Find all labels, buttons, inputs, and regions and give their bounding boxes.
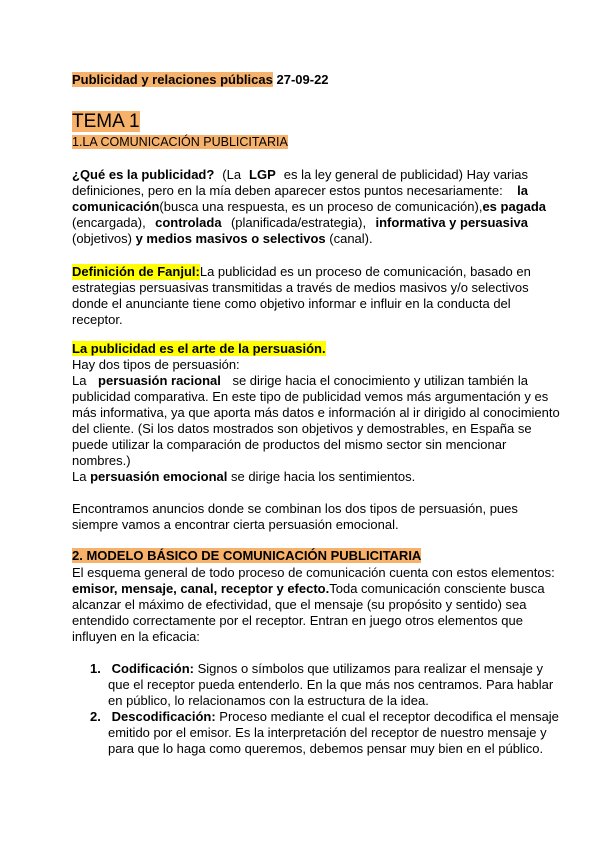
list-item-2-line-3: para que lo haga como queremos, debemos pensar muy bien en el público.	[108, 741, 544, 756]
sec2-line-2: emisor, mensaje, canal, receptor y efecto. Toda comunicación consciente busca	[72, 581, 545, 596]
fanjul-label: Definición de Fanjul:	[72, 264, 200, 279]
list-number: 1.	[90, 661, 101, 676]
p3-line-6: puede utilizar la comparación de productos del mismo sector sin mencionar	[72, 437, 507, 452]
list-term: Descodificación:	[111, 709, 216, 724]
section-1-heading: 1.LA COMUNICACIÓN PUBLICITARIA	[72, 135, 288, 149]
p1-line-1: ¿Qué es la publicidad? (La LGP es la ley general de publicidad) Hay varias	[72, 167, 528, 182]
tema-title: TEMA 1	[72, 111, 140, 132]
p3-line-4: más informativa, ya que aporta más datos e información al ir dirigido al conocimiento	[72, 405, 560, 420]
header-date: 27-09-22	[276, 72, 329, 87]
list-term: Codificación:	[111, 661, 194, 676]
list-number: 2.	[90, 709, 101, 724]
p3-line-3: publicidad comparativa. En este tipo de publicidad vemos más argumentación y es	[72, 389, 549, 404]
section-2-heading: 2. MODELO BÁSICO DE COMUNICACIÓN PUBLICITARIA	[72, 548, 422, 563]
list-item-2: 2. Descodificación: Proceso mediante el cual el receptor decodifica el mensaje	[90, 709, 559, 724]
sec2-line-5: influyen en la eficacia:	[72, 629, 200, 644]
p2-line-3: donde el anunciante tiene como objetivo informar e influir en la conducta del	[72, 296, 511, 311]
p1-line-5: (objetivos) y medios masivos o selectivos (canal).	[72, 231, 373, 246]
p3-line-2: La persuasión racional se dirige hacia el conocimiento y utilizan también la	[72, 373, 528, 388]
p2-line-4: receptor.	[72, 312, 123, 327]
list-item-1: 1. Codificación: Signos o símbolos que utilizamos para realizar el mensaje y	[90, 661, 543, 676]
p1-line-4: (encargada), controlada (planificada/estrategia), informativa y persuasiva	[72, 215, 528, 230]
header-line	[72, 72, 329, 88]
sec2-line-4: entendido correctamente por el receptor. Entran en juego otros elementos que	[72, 613, 523, 628]
course-title: Publicidad y relaciones públicas	[72, 72, 273, 87]
sec2-line-1: El esquema general de todo proceso de comunicación cuenta con estos elementos:	[72, 565, 555, 580]
p3-line-8: La persuasión emocional se dirige hacia los sentimientos.	[72, 469, 416, 484]
sec2-line-3: alcanzar el máximo de efectividad, que el mensaje (su propósito y sentido) sea	[72, 597, 527, 612]
p1-line-3: comunicación (busca una respuesta, es un proceso de comunicación), es pagada	[72, 199, 547, 214]
p2-line-2: estrategias persuasivas transmitidas a través de medios masivos y/o selectivos	[72, 280, 529, 295]
p3-heading: La publicidad es el arte de la persuasión.	[72, 341, 326, 356]
p1-line-2: definiciones, pero en la mía deben aparecer estos puntos necesariamente: la	[72, 183, 528, 198]
list-item-1-line-2: que el receptor pueda entenderlo. En la que más nos centramos. Para hablar	[108, 677, 554, 692]
p4-line-2: siempre vamos a encontrar cierta persuasión emocional.	[72, 517, 399, 532]
list-item-2-line-2: emitido por el emisor. Es la interpretación del receptor de nuestro mensaje y	[108, 725, 547, 740]
p3-line-7: nombres.)	[72, 453, 131, 468]
p2-line-1: Definición de Fanjul: La publicidad es un proceso de comunicación, basado en	[72, 264, 531, 279]
p3-line-5: del cliente. (Si los datos mostrados son objetivos y demostrables, en España se	[72, 421, 532, 436]
p4-line-1: Encontramos anuncios donde se combinan los dos tipos de persuasión, pues	[72, 501, 518, 516]
list-item-1-line-3: en público, lo relacionamos con la estructura de la idea.	[108, 693, 429, 708]
p3-line-1: Hay dos tipos de persuasión:	[72, 357, 240, 372]
